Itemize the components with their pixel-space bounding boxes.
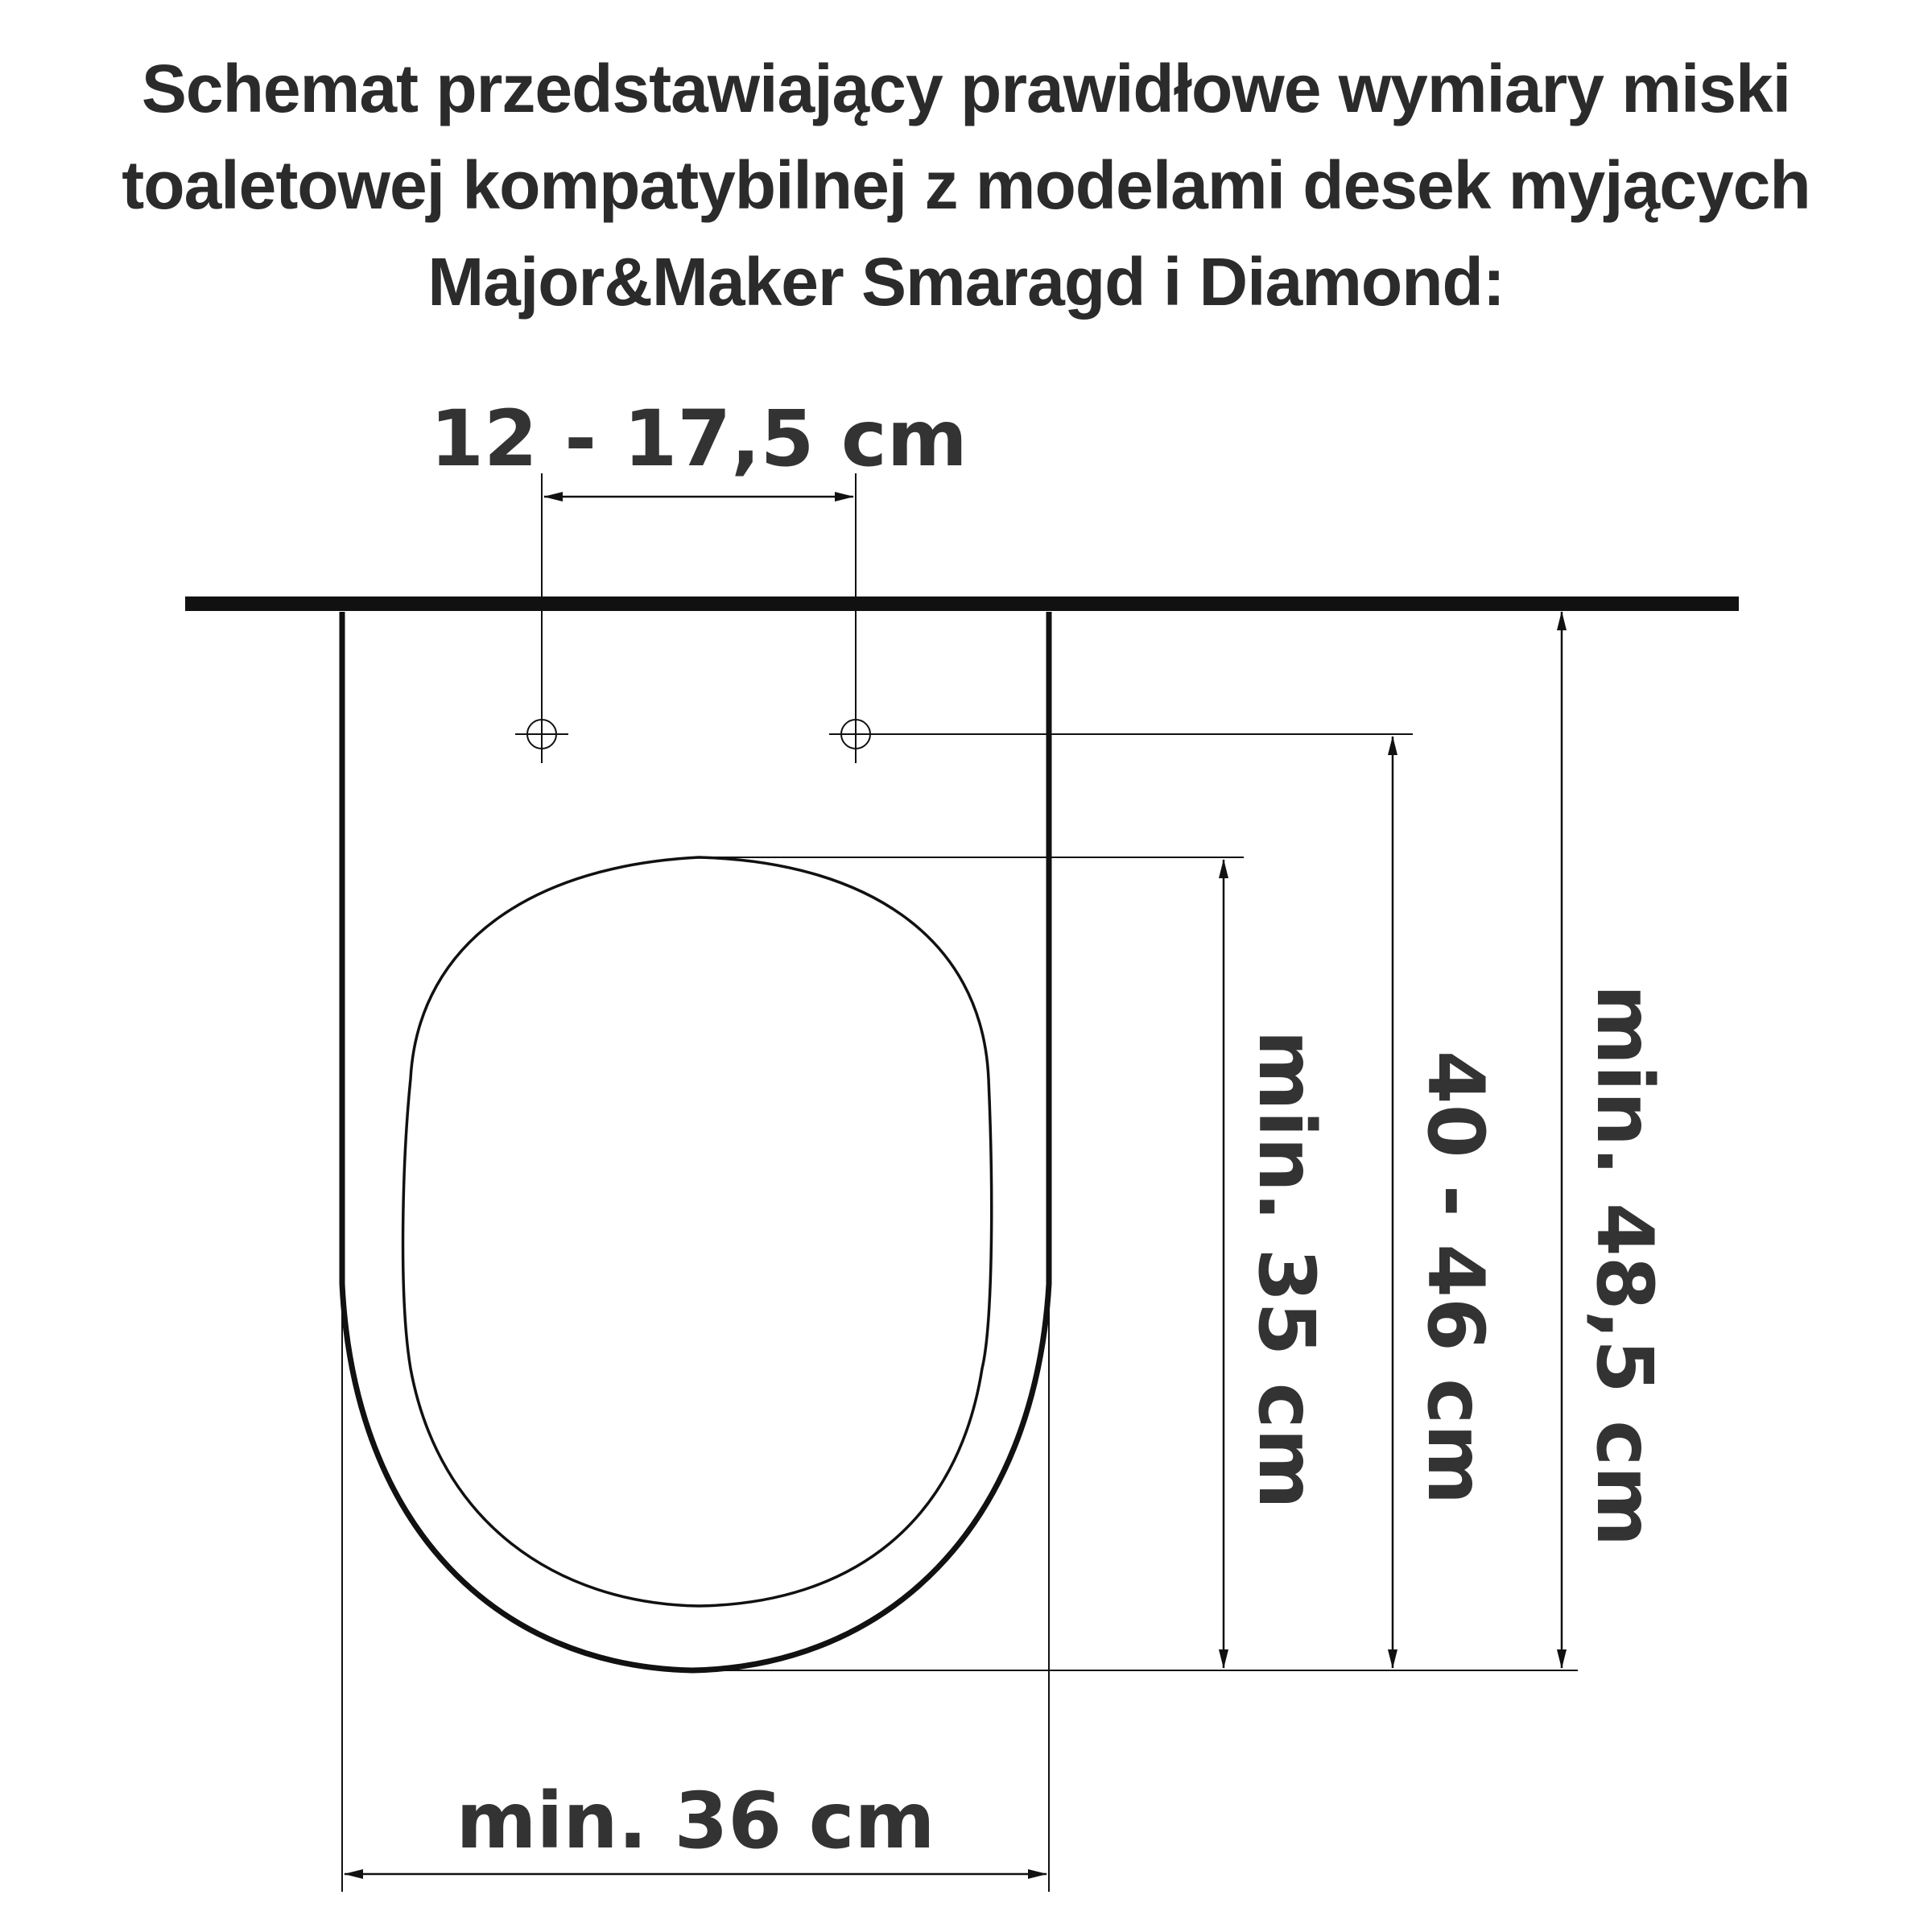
title-line-1: Schemat przedstawiający prawidłowe wymiary miski xyxy=(141,51,1791,126)
title-line-3: Major&Maker Smaragd i Diamond: xyxy=(427,244,1505,320)
hinge-hole-left xyxy=(515,716,568,763)
bowl-outline xyxy=(342,612,1049,1670)
hinge-spacing-label: 12 - 17,5 cm xyxy=(430,394,968,484)
seat-opening xyxy=(403,857,992,1606)
hinge-to-front-label: 40 - 46 cm xyxy=(1410,1050,1501,1505)
title-line-2: toaletowej kompatybilnej z modelami desek myjących xyxy=(122,147,1810,223)
opening-length-label: min. 35 cm xyxy=(1241,1030,1331,1509)
hinge-hole-right xyxy=(829,716,882,763)
total-length-label: min. 48,5 cm xyxy=(1579,984,1670,1547)
bowl-width-label: min. 36 cm xyxy=(456,1776,935,1866)
